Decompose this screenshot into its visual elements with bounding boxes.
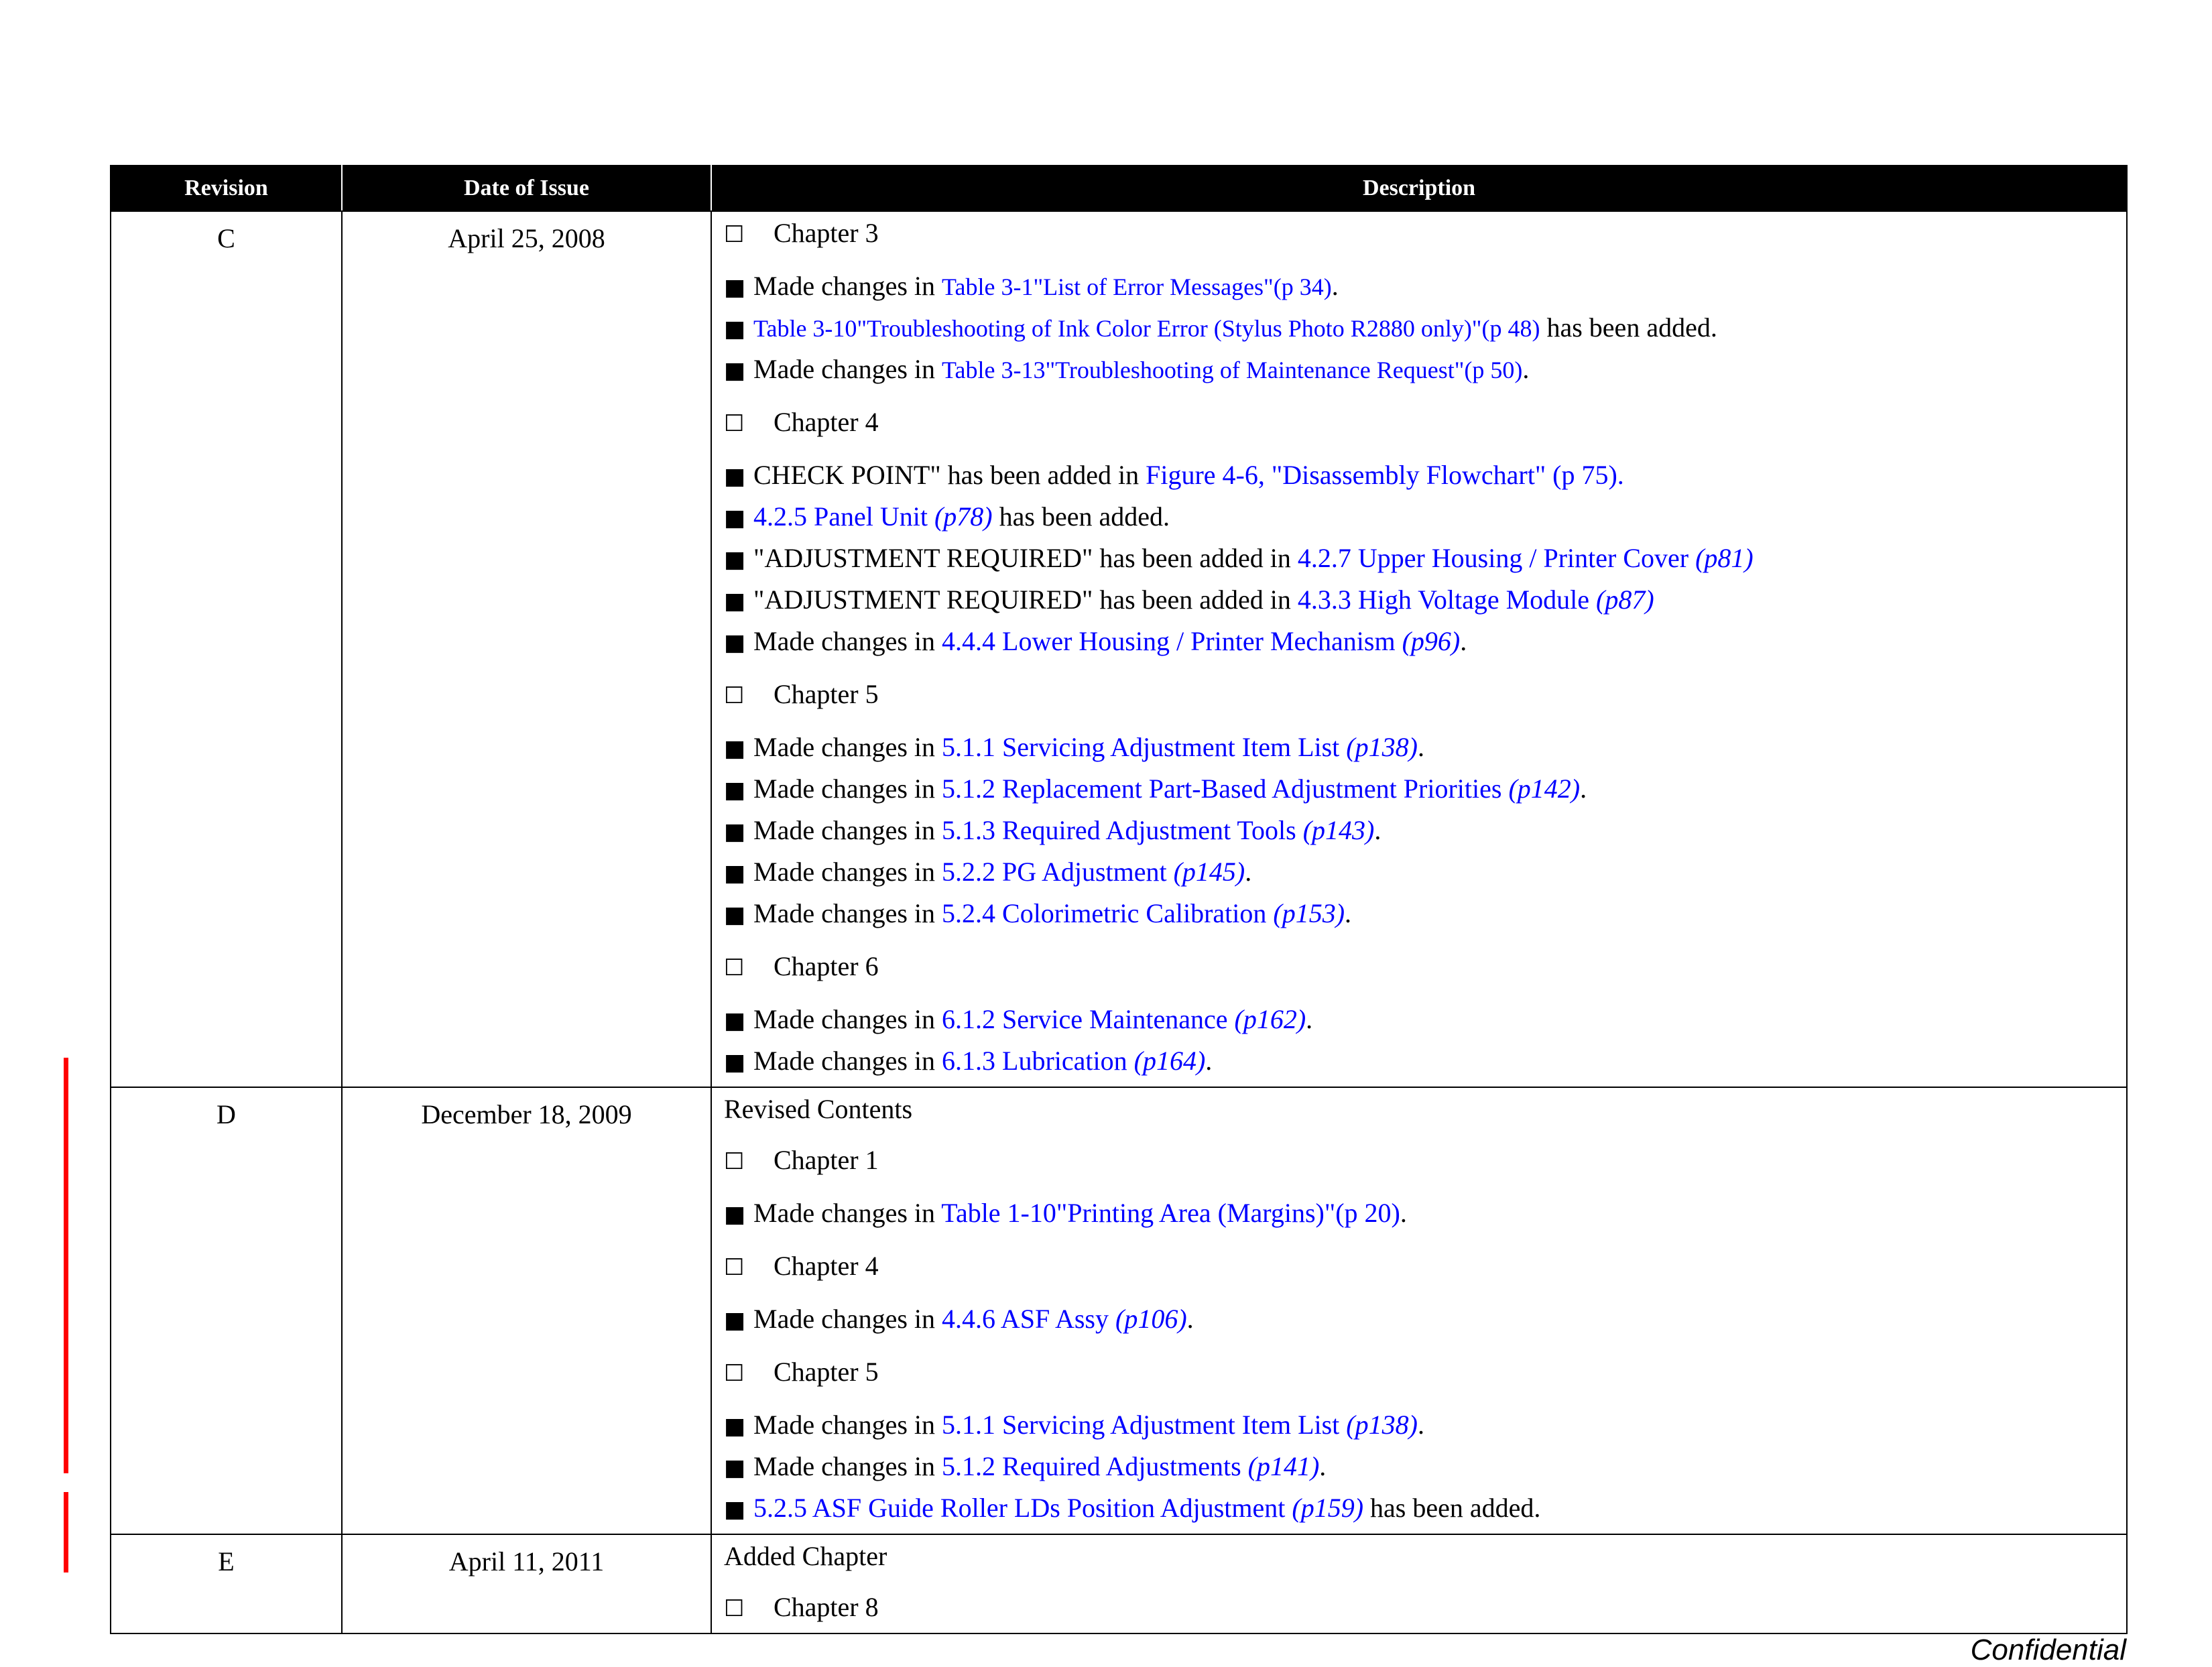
chapter-block (724, 402, 2126, 663)
square-bullet-icon: ■ (724, 546, 746, 573)
change-text: . (1374, 815, 1381, 845)
cross-reference-link[interactable]: 5.2.5 ASF Guide Roller LDs Position Adjustment (753, 1493, 1292, 1523)
cross-reference-link[interactable]: Table 1-10"Printing Area (Margins)"(p 20) (941, 1198, 1400, 1228)
cross-reference-link[interactable]: (p162) (1234, 1004, 1306, 1034)
cross-reference-link[interactable]: (p164) (1133, 1046, 1206, 1076)
change-text: Made changes in (753, 732, 942, 762)
change-item (724, 893, 2126, 935)
change-text: Made changes in (753, 898, 942, 928)
description-cell (711, 1087, 2127, 1534)
cross-reference-link[interactable]: . (1617, 460, 1624, 490)
chapter-heading (724, 1352, 2126, 1394)
chapter-label: Chapter 6 (774, 951, 879, 981)
change-item (724, 621, 2126, 663)
change-item (724, 810, 2126, 852)
cross-reference-link[interactable]: 5.1.3 Required Adjustment Tools (942, 815, 1303, 845)
change-text: Made changes in (753, 354, 942, 384)
change-text: . (1580, 774, 1587, 804)
description-intro: Revised Contents (724, 1094, 913, 1124)
cross-reference-link[interactable]: 4.4.4 Lower Housing / Printer Mechanism (942, 626, 1402, 656)
header-revision: Revision (111, 166, 342, 211)
square-bullet-icon: ■ (724, 629, 746, 656)
cross-reference-link[interactable]: 4.3.3 High Voltage Module (1297, 584, 1597, 615)
change-item (724, 349, 2126, 391)
change-text: Made changes in (753, 1046, 942, 1076)
chapter-heading (724, 1587, 2126, 1629)
chapter-heading (724, 946, 2126, 988)
cross-reference-link[interactable]: (p78) (934, 501, 993, 532)
change-text: . (1522, 354, 1530, 384)
cross-reference-link[interactable]: Table 3-13"Troubleshooting of Maintenance Request"(p 50) (942, 357, 1523, 383)
change-text: Made changes in (753, 1198, 942, 1228)
change-item (724, 1041, 2126, 1083)
chapter-heading (724, 213, 2126, 255)
cross-reference-link[interactable]: (p159) (1292, 1493, 1364, 1523)
date-cell: April 11, 2011 (342, 1534, 711, 1633)
square-bullet-icon: ■ (724, 1496, 746, 1523)
cross-reference-link[interactable]: 5.1.2 Replacement Part-Based Adjustment Priorities (942, 774, 1509, 804)
square-bullet-icon: ■ (724, 505, 746, 532)
change-item (724, 999, 2126, 1041)
change-item (724, 497, 2126, 538)
change-text: . (1186, 1304, 1194, 1334)
revision-cell: E (111, 1534, 342, 1633)
square-bullet-icon: ■ (724, 357, 746, 384)
change-text: "ADJUSTMENT REQUIRED" has been added in (753, 584, 1298, 615)
table-row (111, 211, 2127, 1087)
chapter-block (724, 1246, 2126, 1341)
change-text: "ADJUSTMENT REQUIRED" has been added in (753, 543, 1298, 573)
revision-history-table (110, 165, 2128, 1634)
change-text: Made changes in (753, 1451, 942, 1481)
change-text: . (1245, 857, 1252, 887)
change-text: . (1319, 1451, 1327, 1481)
cross-reference-link[interactable]: Table 3-10"Troubleshooting of Ink Color Error (Stylus Photo R2880 only)"(p 48) (753, 315, 1540, 342)
cross-reference-link[interactable]: 5.1.1 Servicing Adjustment Item List (942, 1410, 1347, 1440)
change-text: Made changes in (753, 1304, 942, 1334)
checkbox-icon: ☐ (724, 682, 745, 709)
cross-reference-link[interactable]: 4.4.6 ASF Assy (942, 1304, 1115, 1334)
square-bullet-icon: ■ (724, 902, 746, 928)
chapter-heading (724, 1246, 2126, 1288)
cross-reference-link[interactable]: Figure 4-6, "Disassembly Flowchart" (p 75) (1146, 460, 1617, 490)
chapter-label: Chapter 5 (774, 1357, 879, 1387)
chapter-block (724, 1587, 2126, 1629)
checkbox-icon: ☐ (724, 221, 745, 248)
cross-reference-link[interactable]: Table 3-1"List of Error Messages"(p 34) (942, 273, 1332, 300)
cross-reference-link[interactable]: 5.2.4 Colorimetric Calibration (942, 898, 1274, 928)
square-bullet-icon: ■ (724, 1201, 746, 1228)
checkbox-icon: ☐ (724, 1148, 745, 1175)
cross-reference-link[interactable]: 5.1.1 Servicing Adjustment Item List (942, 732, 1347, 762)
change-bar-revision-e (64, 1492, 68, 1572)
change-text: . (1331, 271, 1339, 301)
change-text: . (1306, 1004, 1313, 1034)
change-text: has been added. (1540, 312, 1717, 343)
square-bullet-icon: ■ (724, 860, 746, 887)
change-text: Made changes in (753, 1410, 942, 1440)
revision-cell: D (111, 1087, 342, 1534)
chapter-label: Chapter 8 (774, 1592, 879, 1622)
checkbox-icon: ☐ (724, 1595, 745, 1622)
cross-reference-link[interactable]: (p138) (1346, 732, 1418, 762)
square-bullet-icon: ■ (724, 316, 746, 343)
chapter-heading (724, 674, 2126, 716)
cross-reference-link[interactable]: 6.1.2 Service Maintenance (942, 1004, 1235, 1034)
table-row (111, 1087, 2127, 1534)
change-item (724, 538, 2126, 580)
square-bullet-icon: ■ (724, 1413, 746, 1440)
change-item (724, 1405, 2126, 1446)
change-item (724, 769, 2126, 810)
header-description: Description (711, 166, 2127, 211)
chapter-label: Chapter 1 (774, 1145, 879, 1175)
change-item (724, 1446, 2126, 1488)
table-row (111, 1534, 2127, 1633)
cross-reference-link[interactable]: (p145) (1173, 857, 1245, 887)
change-text: . (1400, 1198, 1407, 1228)
description-intro: Added Chapter (724, 1541, 887, 1571)
change-text: Made changes in (753, 815, 942, 845)
square-bullet-icon: ■ (724, 1049, 746, 1076)
chapter-block (724, 213, 2126, 391)
change-item (724, 580, 2126, 621)
change-text: Made changes in (753, 271, 942, 301)
change-text: has been added. (1363, 1493, 1541, 1523)
change-item (724, 266, 2126, 308)
change-text: Made changes in (753, 857, 942, 887)
header-row (111, 166, 2127, 211)
chapter-block (724, 674, 2126, 935)
change-item (724, 455, 2126, 497)
checkbox-icon: ☐ (724, 1254, 745, 1281)
table-body (111, 211, 2127, 1633)
square-bullet-icon: ■ (724, 735, 746, 762)
cross-reference-link[interactable]: 4.2.7 Upper Housing / Printer Cover (1297, 543, 1696, 573)
change-item (724, 1299, 2126, 1341)
change-text: CHECK POINT" has been added in (753, 460, 1146, 490)
chapter-label: Chapter 4 (774, 407, 879, 437)
change-text: has been added. (992, 501, 1170, 532)
cross-reference-link[interactable]: (p138) (1346, 1410, 1418, 1440)
change-text: . (1417, 732, 1424, 762)
header-date-of-issue: Date of Issue (342, 166, 711, 211)
revision-cell: C (111, 211, 342, 1087)
change-text: Made changes in (753, 626, 942, 656)
change-text: Made changes in (753, 774, 942, 804)
cross-reference-link[interactable]: (p142) (1508, 774, 1581, 804)
date-cell: December 18, 2009 (342, 1087, 711, 1534)
square-bullet-icon: ■ (724, 588, 746, 615)
chapter-heading (724, 1140, 2126, 1182)
square-bullet-icon: ■ (724, 1455, 746, 1481)
square-bullet-icon: ■ (724, 777, 746, 804)
chapter-label: Chapter 3 (774, 218, 879, 248)
cross-reference-link[interactable]: 4.2.5 Panel Unit (753, 501, 934, 532)
cross-reference-link[interactable]: 6.1.3 Lubrication (942, 1046, 1134, 1076)
chapter-heading (724, 402, 2126, 444)
description-cell (711, 211, 2127, 1087)
change-item (724, 852, 2126, 893)
cross-reference-link[interactable]: 5.1.2 Required Adjustments (942, 1451, 1248, 1481)
change-text: . (1205, 1046, 1213, 1076)
square-bullet-icon: ■ (724, 1007, 746, 1034)
square-bullet-icon: ■ (724, 463, 746, 490)
change-text: . (1460, 626, 1467, 656)
cross-reference-link[interactable]: (p153) (1273, 898, 1345, 928)
square-bullet-icon: ■ (724, 1307, 746, 1334)
cross-reference-link[interactable]: (p87) (1596, 584, 1654, 615)
change-item (724, 1488, 2126, 1530)
change-bar-revision-d (64, 1058, 68, 1473)
chapter-block (724, 1352, 2126, 1530)
date-cell: April 25, 2008 (342, 211, 711, 1087)
confidential-footer: Confidential (1970, 1633, 2126, 1666)
checkbox-icon: ☐ (724, 410, 745, 437)
chapter-label: Chapter 4 (774, 1251, 879, 1281)
checkbox-icon: ☐ (724, 1360, 745, 1387)
change-text: Made changes in (753, 1004, 942, 1034)
change-item (724, 727, 2126, 769)
cross-reference-link[interactable]: (p81) (1695, 543, 1754, 573)
description-cell (711, 1534, 2127, 1633)
chapter-block (724, 1140, 2126, 1235)
change-text: . (1345, 898, 1352, 928)
cross-reference-link[interactable]: (p141) (1247, 1451, 1320, 1481)
cross-reference-link[interactable]: (p106) (1115, 1304, 1187, 1334)
change-text: . (1417, 1410, 1424, 1440)
cross-reference-link[interactable]: (p96) (1402, 626, 1461, 656)
change-item (724, 1193, 2126, 1235)
cross-reference-link[interactable]: (p143) (1302, 815, 1375, 845)
chapter-block (724, 946, 2126, 1083)
square-bullet-icon: ■ (724, 274, 746, 301)
checkbox-icon: ☐ (724, 954, 745, 981)
cross-reference-link[interactable]: 5.2.2 PG Adjustment (942, 857, 1174, 887)
change-item (724, 308, 2126, 349)
square-bullet-icon: ■ (724, 818, 746, 845)
chapter-label: Chapter 5 (774, 679, 879, 709)
